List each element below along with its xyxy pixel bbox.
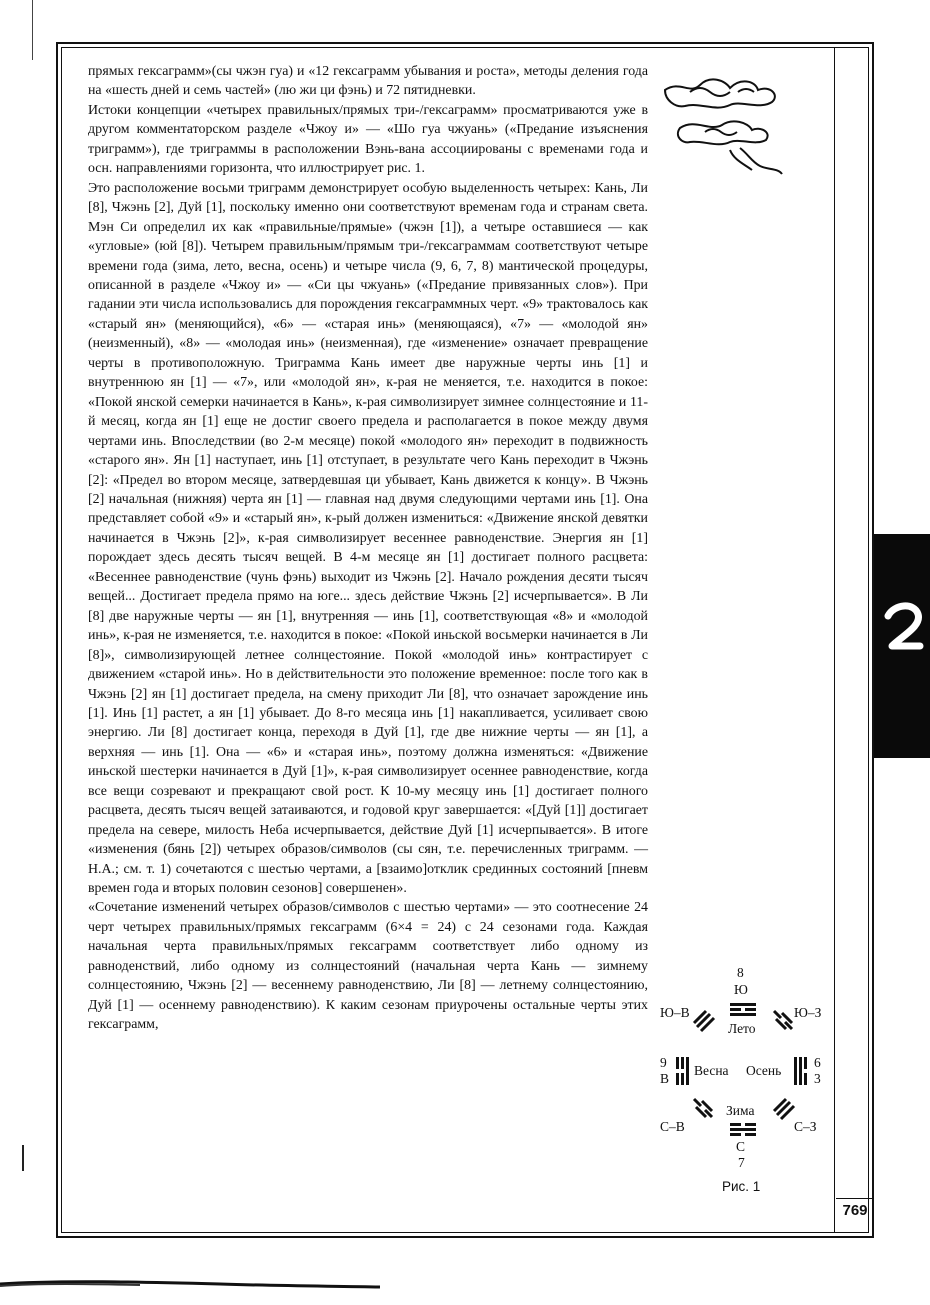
scan-smudge-icon bbox=[0, 1262, 380, 1292]
figure-right-season: Осень bbox=[746, 1063, 782, 1078]
trigram-diagonal-icon bbox=[692, 1097, 716, 1121]
figure-top-number: 8 bbox=[737, 965, 744, 980]
cloud-ornament-icon bbox=[660, 70, 790, 180]
figure-caption: Рис. 1 bbox=[722, 1179, 761, 1194]
article-text bbox=[88, 62, 648, 1035]
trigram-li-icon bbox=[730, 1003, 756, 1017]
figure-top-season: Лето bbox=[728, 1021, 756, 1036]
figure-se-direction: С–З bbox=[794, 1119, 817, 1134]
trigram-diagonal-icon bbox=[692, 1009, 716, 1033]
figure-right-top-number: 6 bbox=[814, 1055, 821, 1070]
figure-bottom-number: 7 bbox=[738, 1155, 745, 1170]
trigram-diagonal-icon bbox=[772, 1009, 796, 1033]
figure-nw-direction: Ю–В bbox=[660, 1005, 690, 1020]
figure-left-direction: В bbox=[660, 1071, 670, 1086]
tab-number-glyph-icon bbox=[880, 598, 928, 658]
figure-bottom-direction: С bbox=[736, 1139, 746, 1154]
trigram-diagonal-icon bbox=[772, 1097, 796, 1121]
figure-bottom-season: Зима bbox=[726, 1103, 755, 1118]
paragraph: Это расположение восьми триграмм демонстрирует особую выделенность четырех: Кань, Ли [8], Чжэнь [2], Дуй [1], поскольку именно они соответствуют временам года и странам света. Мэн Си определил их как «правильные/прямые» (чжэн [1]), а четыре оставшиеся — как «угловые» (юй [8]). Четырем правильным/прямым три-/гексаграммам соответствуют четыре времени года (зима, лето, весна, осень) и четыре числа (9, 6, 7, 8) мантической процедуры, описанной в разделе «Чжоу и» — «Си цы чжуань» («Предание привязанных слов»). При гадании эти числа использовались для порождения гексаграммных черт. «9» трактовалось как «старый ян» (меняющийся), «6» — «старая инь» (меняющаяся), «7» — «молодой ян» (неизменный), «8» — «молодая инь» (неизменная), где «изменение» означает превращение черты в противоположную. Триграмма Кань имеет две наружные черты инь [1] и внутреннюю ян [1] — «7», или «молодой ян», к-рая не меняется, т.е. находится в покое: «Покой янской семерки начинается в Кань», к-рая символизирует зимнее солнцестояние и 11-й месяц, когда ян [1] еще не достиг своего предела и располагается в покое между двумя чертами инь. Впоследствии (во 2-м месяце) покой «молодого ян» переходит в подвижность «старого ян». Ян [1] наступает, инь [1] отступает, в результате чего Кань переходит в Чжэнь [2]: «Предел во втором месяце, затвердевшая ци убывает, Кань движется к концу». В Чжэнь [2] начальная (нижняя) черта ян [1] — главная над двумя следующими чертами инь [1]. Она представляет собой «9» и «старый ян», к-рый должен измениться: «Движение янской девятки начинается в Чжэнь [2]», к-рая символизирует весеннее равноденствие. Энергия ян [1] порождает здесь десять тысяч вещей. В 4-м месяце ян [1] достигает полного расцвета: «Весеннее равноденствие (чунь фэнь) выходит из Чжэнь [2]. Начало рождения десяти тысяч вещей... Достигает предела прямо на юге... здесь действие Чжэнь [2] исчерпывается». В Ли [8] две наружные черты — ян [1], внутренняя — инь [1], соответствующая «8» и «молодой инь», к-рая не изменяется, т.е. находится в покое: «Покой иньской восьмерки начинается в Ли [8]», символизирующей летнее солнцестояние. Покой «молодой инь» контрастирует с движением «старой инь». Но в действительности это положение временное: после того как в Чжэнь [2] ян [1] достигает предела, на смену приходит Ли [8], что означает зарождение инь [1]. Инь [1] растет, а ян [1] убывает. До 8-го месяца инь [1] накапливается, усиливает свою энергию. Ли [8] достигает конца, переходя в Дуй [1], где две нижние черты — ян [1], а верхняя — инь [1]. Она — «6» и «старая инь», поэтому должна изменяться: «Движение иньской шестерки начинается в Дуй [1]», к-рая символизирует осеннее равноденствие, когда все вещи созревают и прекращают свой рост. К 10-му месяцу инь [1] достигает полного расцвета, десять тысяч вещей затаиваются, и годовой круг завершается: «[Дуй [1]] достигает предела на севере, милость Неба исчерпывается, действие Дуй [1] исчерпывается». В итоге «изменения (бянь [2]) четырех образов/символов (сы сян, т.е. перечисленных триграмм. — Н.А.; см. т. 1) сочетаются с шестью чертами, а [взаимо]отклик срединных состояний [пневм времен года и вторых половин сезонов] совершенен». bbox=[88, 180, 648, 897]
figure-trigrams bbox=[650, 965, 840, 1200]
paragraph: Истоки концепции «четырех правильных/прямых три-/гексаграмм» просматриваются уже в другом комментаторском разделе «Чжоу и» — «Шо гуа чжуань» («Предание изъяснения триграмм»), где триграммы в расположении Вэнь-вана ассоциированы с временами года и осн. направлениями горизонта, что иллюстрирует рис. 1. bbox=[88, 102, 648, 177]
trigram-zhen-icon bbox=[676, 1057, 692, 1085]
figure-left-number: 9 bbox=[660, 1055, 667, 1070]
trigram-kan-icon bbox=[730, 1123, 756, 1137]
paragraph: прямых гексаграмм»(сы чжэн гуа) и «12 гексаграмм убывания и роста», методы деления года на «шесть дней и семь частей» (лю жи ци фэнь) и 72 пятидневки. bbox=[88, 64, 648, 99]
figure-top-direction: Ю bbox=[734, 982, 748, 997]
figure-ne-direction: Ю–З bbox=[794, 1005, 822, 1020]
trigram-dui-icon bbox=[794, 1057, 810, 1085]
figure-sw-direction: С–В bbox=[660, 1119, 685, 1134]
margin-tick bbox=[22, 1145, 24, 1171]
figure-left-season: Весна bbox=[694, 1063, 729, 1078]
figure-right-bottom-number: 3 bbox=[814, 1071, 821, 1086]
paragraph: «Сочетание изменений четырех образов/символов с шестью чертами» — это соотнесение 24 черт четырех правильных/прямых гексаграмм (6×4 = 24) с 24 сезонами года. Каждая начальная черта правильных/прямых гексаграмм соответствует либо одному из равноденствий, либо одному из солнцестояний (начальная черта Кань — зимнему солнцестоянию, Чжэнь [2] — весеннему равноденствию, Ли [8] — летнему солнцестоянию, Дуй [1] — осеннему равноденствию). К каким сезонам приурочены остальные черты этих гексаграмм, bbox=[88, 900, 648, 1033]
left-margin-mark bbox=[32, 0, 33, 60]
page-number: 769 bbox=[836, 1198, 874, 1223]
